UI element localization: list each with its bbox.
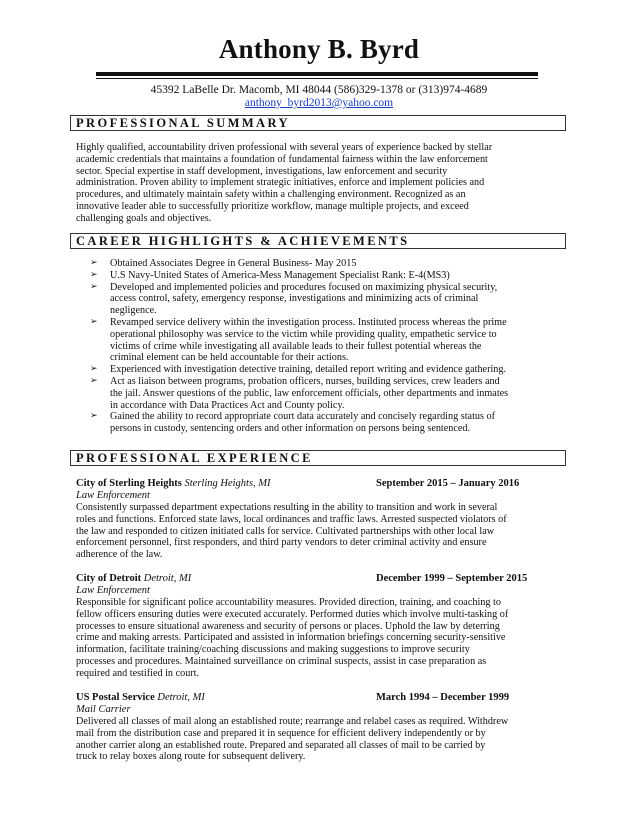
job-line: another carrier along an established route. Prepared and separated all classes of mail to be carried by [76,739,486,751]
header-rule-thick [96,72,538,76]
section-heading: PROFESSIONAL EXPERIENCE [76,451,313,465]
summary-line: sector. Special expertise in staff development, investigations, law enforcement and security [76,165,448,177]
candidate-name: Anthony B. Byrd [218,34,420,64]
arrow-bullet-icon: ➢ [90,316,98,327]
job-employer: City of Detroit [76,573,142,584]
job-dates: September 2015 – January 2016 [376,478,520,489]
job-header [76,478,556,490]
job-description [76,597,556,680]
job-title: Law Enforcement [76,490,150,501]
email-link[interactable]: anthony_byrd2013@yahoo.com [244,97,394,109]
summary-paragraph [76,142,556,225]
job-line: mail from the distribution case and prepared it in sequence for efficient delivery independently or by [76,727,486,739]
job-employer: City of Sterling Heights [76,478,182,489]
job-line: the law and responded to citizen initiated calls for service. Cultivated partnerships with other local law [76,525,495,537]
arrow-bullet-icon: ➢ [90,269,98,280]
arrow-bullet-icon: ➢ [90,375,98,386]
summary-line: academic credentials that maintains a foundation of fundamental fairness within the law enforcement [76,153,488,165]
summary-line: innovative leader able to successfully prioritize workflow, manage multiple projects, and exceed [76,200,469,212]
list-item: ➢ Gained the ability to record appropriate court data accurately and concisely regarding status of persons in custody, sentencing orders and other information on persons being sentenced. [90,411,495,435]
section-heading: PROFESSIONAL SUMMARY [76,116,290,130]
header-rule-thin [96,78,538,79]
job-line: required and testified in court. [76,667,200,679]
arrow-bullet-icon: ➢ [90,281,98,292]
summary-line: challenging goals and objectives. [76,212,212,224]
job-line: enforcement personnel, first responders, and third party vendors to deter criminal activity and ensure [76,537,487,549]
job-header [76,692,556,704]
section-professional-summary [70,115,566,131]
arrow-bullet-icon: ➢ [90,258,98,268]
list-item: ➢ Developed and implemented policies and procedures focused on maximizing physical security, access control, safety, emergency response, investigations and minimizing acts of criminal negligence. [90,281,498,317]
job-location: Detroit, MI [157,692,205,703]
list-item: ➢ U.S Navy-United States of America-Mess Management Specialist Rank: E-4(MS3) [90,269,450,281]
arrow-bullet-icon: ➢ [90,364,98,375]
list-item: ➢ Revamped service delivery within the investigation process. Instituted process whereas the prime operational philosophy was service to the victim while providing quality, empathetic service to victims of crime while investigating all available leads to their fullest potential whereas the criminal element can be held accountable for their actions. [90,316,507,364]
list-item: ➢ Act as liaison between programs, probation officers, nurses, building services, crew leaders and the jail. Answer questions of the public, law enforcement officials, other departments and inmates in accordance with Data Practices Act and County policy. [90,375,509,411]
job-dates: December 1999 – September 2015 [376,573,528,584]
arrow-bullet-icon: ➢ [90,411,98,422]
job-line: roles and functions. Enforced state laws, local ordinances and traffic laws. Arrested suspected violators of [76,513,507,525]
job-line: information, facilitate training/coaching discussions and making suggestions to improve security [76,644,470,656]
job-line: crime and making arrests. Participated and assisted in information briefings concerning security-sensitive [76,632,506,644]
contact-line: 45392 LaBelle Dr. Macomb, MI 48044 (586)329-1378 or (313)974-4689 [150,84,488,96]
job-location: Sterling Heights, MI [184,478,271,489]
section-professional-experience [70,450,566,466]
job-description [76,716,556,763]
list-item: ➢ Experienced with investigation detective training, detailed report writing and evidence gathering. [90,364,507,376]
summary-line: procedures, and ultimately maintain safety within a challenging environment. Recognized as an [76,189,466,201]
job-line: Responsible for significant police accountability measures. Provided direction, training, and coaching to [76,597,501,608]
job-line: truck to relay boxes along route for subsequent delivery. [76,751,306,763]
highlights-list [90,258,560,435]
email-line [0,97,638,110]
list-item: ➢ Obtained Associates Degree in General Business- May 2015 [90,258,357,269]
job-location: Detroit, MI [143,573,192,584]
job-line: fellow officers ensuring duties were executed accurately. Performed duties which involve multi-tasking of [76,608,509,620]
job-dates: March 1994 – December 1999 [376,692,510,703]
job-line: adherence of the law. [76,549,163,561]
section-career-highlights [70,233,566,249]
job-line: processes to ensure situational awareness and security of persons or places. Uphold the law by deterring [76,620,500,632]
job-employer: US Postal Service [76,692,155,703]
job-line: processes and procedures. Maintained surveillance on criminal suspects, assist in case preparation as [76,655,487,667]
summary-line: administration. Proven ability to implement strategic initiatives, enforce and implement policies and [76,177,485,189]
job-title: Law Enforcement [76,585,150,596]
job-title: Mail Carrier [76,704,131,715]
job-line: Consistently surpassed department expectations resulting in the ability to transition and work in several [76,502,498,513]
job-description [76,502,556,561]
job-line: Delivered all classes of mail along an established route; rearrange and relabel cases as required. Withdrew [76,716,509,727]
section-heading: CAREER HIGHLIGHTS & ACHIEVEMENTS [76,234,410,248]
job-header [76,573,556,585]
summary-line: Highly qualified, accountability driven professional with several years of experience backed by stellar [76,142,493,153]
